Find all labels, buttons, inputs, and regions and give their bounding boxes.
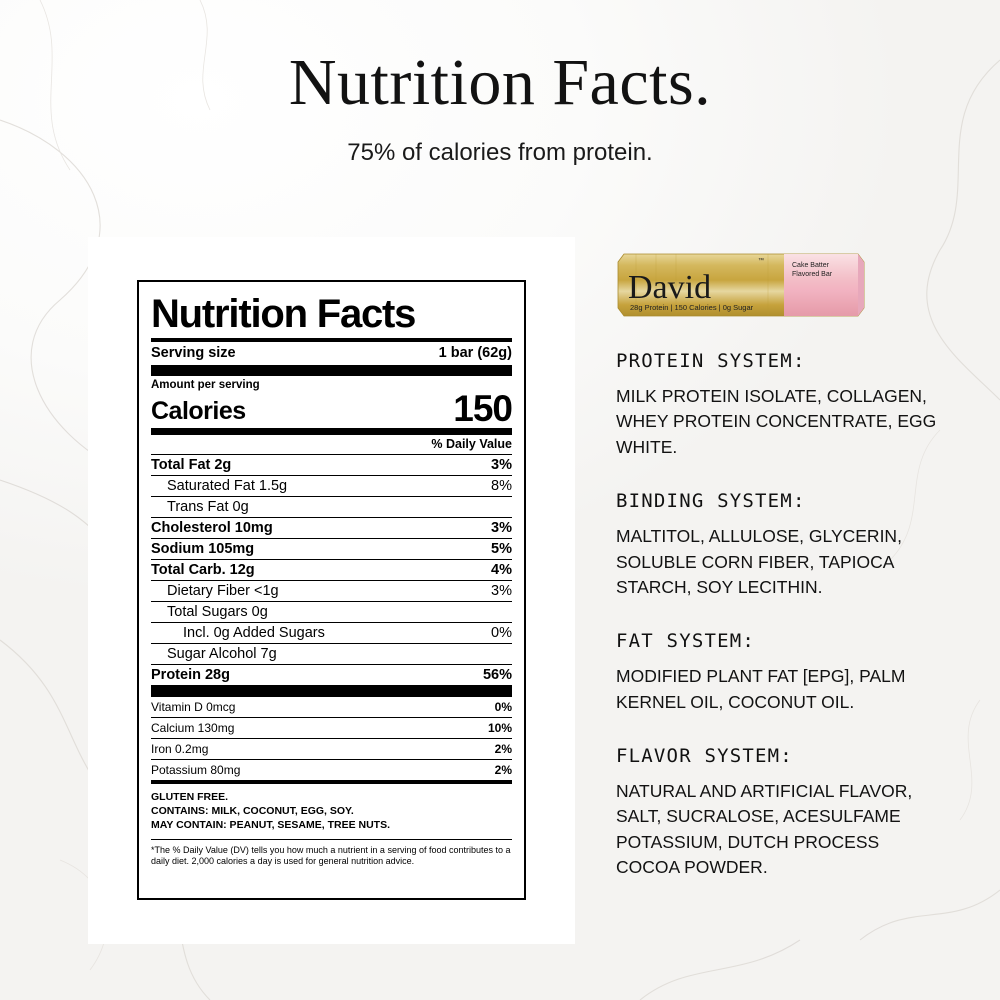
nutrient-label: Sodium 105mg: [151, 541, 255, 558]
nutrient-row: [151, 560, 512, 580]
allergen-line: GLUTEN FREE.: [151, 791, 229, 804]
micronutrient-daily-value: 10%: [487, 721, 512, 736]
calories-value: 150: [453, 388, 512, 429]
page-title: Nutrition Facts.: [288, 46, 712, 119]
ingredient-system-body: MODIFIED PLANT FAT [EPG], PALM KERNEL OIL, COCONUT OIL.: [616, 666, 906, 712]
micronutrient-row: [151, 697, 512, 717]
nutrient-row: [151, 539, 512, 559]
micronutrient-rows: [151, 697, 512, 780]
allergen-line: MAY CONTAIN: PEANUT, SESAME, TREE NUTS.: [151, 818, 390, 831]
divider: [151, 428, 512, 435]
ingredients-column: [616, 240, 946, 881]
svg-text:Cake Batter: Cake Batter: [792, 262, 829, 269]
nutrient-daily-value: 56%: [482, 667, 512, 684]
ingredient-system-body: NATURAL AND ARTIFICIAL FLAVOR, SALT, SUCRALOSE, ACESULFAME POTASSIUM, DUTCH PROCESS COCOA POWDER.: [616, 781, 913, 878]
daily-value-footnote: *The % Daily Value (DV) tells you how much a nutrient in a serving of food contributes to a daily diet. 2,000 calories a day is used for general nutrition advice.: [151, 844, 511, 867]
nutrient-label: Incl. 0g Added Sugars: [183, 625, 325, 642]
nutrient-row: [151, 602, 512, 622]
micronutrient-daily-value: 2%: [494, 742, 512, 757]
nutrient-row: [151, 476, 512, 496]
allergen-line: CONTAINS: MILK, COCONUT, EGG, SOY.: [151, 805, 354, 817]
svg-text:David: David: [628, 269, 712, 306]
ingredient-system-block: [616, 630, 946, 715]
ingredient-system-block: [616, 350, 946, 460]
nutrient-daily-value: 4%: [491, 562, 512, 579]
nutrient-row: [151, 455, 512, 475]
nutrient-daily-value: 8%: [491, 478, 512, 495]
nutrient-row: [151, 518, 512, 538]
ingredient-system-block: [616, 490, 946, 600]
micronutrient-daily-value: 0%: [494, 700, 512, 715]
nutrient-label: Protein 28g: [151, 667, 230, 684]
micronutrient-label: Iron 0.2mg: [151, 742, 209, 757]
ingredient-system-body: MALTITOL, ALLULOSE, GLYCERIN, SOLUBLE CORN FIBER, TAPIOCA STARCH, SOY LECITHIN.: [616, 526, 902, 597]
svg-text:Flavored Bar: Flavored Bar: [792, 271, 833, 278]
micronutrient-label: Calcium 130mg: [151, 721, 235, 736]
nutrient-label: Cholesterol 10mg: [151, 520, 273, 537]
nutrient-row: [151, 581, 512, 601]
daily-value-header: % Daily Value: [431, 437, 512, 452]
micronutrient-row: [151, 718, 512, 738]
divider: [151, 686, 512, 697]
micronutrient-label: Potassium 80mg: [151, 763, 241, 778]
nutrient-label: Dietary Fiber <1g: [167, 583, 279, 600]
nutrition-facts-card: [88, 237, 575, 944]
nutrient-daily-value: 0%: [491, 625, 512, 642]
ingredient-system-heading: FLAVOR SYSTEM:: [616, 745, 793, 767]
nutrient-row: [151, 497, 512, 517]
nutrient-label: Saturated Fat 1.5g: [167, 478, 288, 495]
serving-size-label: Serving size: [151, 345, 236, 361]
nutrient-daily-value: 3%: [491, 520, 512, 537]
nutrient-row: [151, 623, 512, 643]
divider: [151, 365, 512, 376]
nutrient-label: Total Sugars 0g: [167, 604, 268, 621]
calories-row: [151, 388, 512, 429]
nutrient-row: [151, 644, 512, 664]
nutrient-row: [151, 665, 512, 685]
svg-text:™: ™: [758, 258, 764, 264]
nutrient-daily-value: 5%: [491, 541, 512, 558]
product-bar-image: [616, 240, 866, 328]
nutrient-daily-value: 3%: [491, 457, 512, 474]
ingredient-systems: [616, 350, 946, 881]
micronutrient-daily-value: 2%: [494, 763, 512, 778]
nutrient-label: Sugar Alcohol 7g: [167, 646, 277, 663]
allergen-notes: [151, 784, 512, 839]
page-header: [0, 48, 1000, 167]
micronutrient-row: [151, 739, 512, 759]
amount-per-serving-label: Amount per serving: [151, 379, 260, 391]
nutrition-facts-label: [137, 280, 526, 900]
nutrition-facts-title: Nutrition Facts: [151, 292, 416, 336]
micronutrient-label: Vitamin D 0mcg: [151, 700, 236, 715]
ingredient-system-heading: FAT SYSTEM:: [616, 630, 756, 653]
nutrient-rows: [151, 455, 512, 686]
ingredient-system-body: MILK PROTEIN ISOLATE, COLLAGEN, WHEY PROTEIN CONCENTRATE, EGG WHITE.: [616, 386, 937, 457]
serving-size-value: 1 bar (62g): [438, 345, 512, 361]
nutrient-label: Total Fat 2g: [151, 457, 232, 474]
page-subtitle: 75% of calories from protein.: [347, 139, 653, 167]
svg-text:28g Protein | 150 Calories: 28g Protein | 150 Calories | 0g Sugar: [630, 303, 754, 312]
micronutrient-row: [151, 760, 512, 780]
ingredient-system-heading: BINDING SYSTEM:: [616, 490, 806, 513]
nutrient-label: Trans Fat 0g: [167, 499, 249, 516]
serving-size-row: [151, 342, 512, 365]
ingredient-system-block: [616, 745, 946, 881]
nutrient-daily-value: 3%: [491, 583, 512, 600]
ingredient-system-heading: PROTEIN SYSTEM:: [616, 350, 806, 372]
calories-label: Calories: [151, 397, 246, 426]
nutrient-label: Total Carb. 12g: [151, 562, 255, 579]
